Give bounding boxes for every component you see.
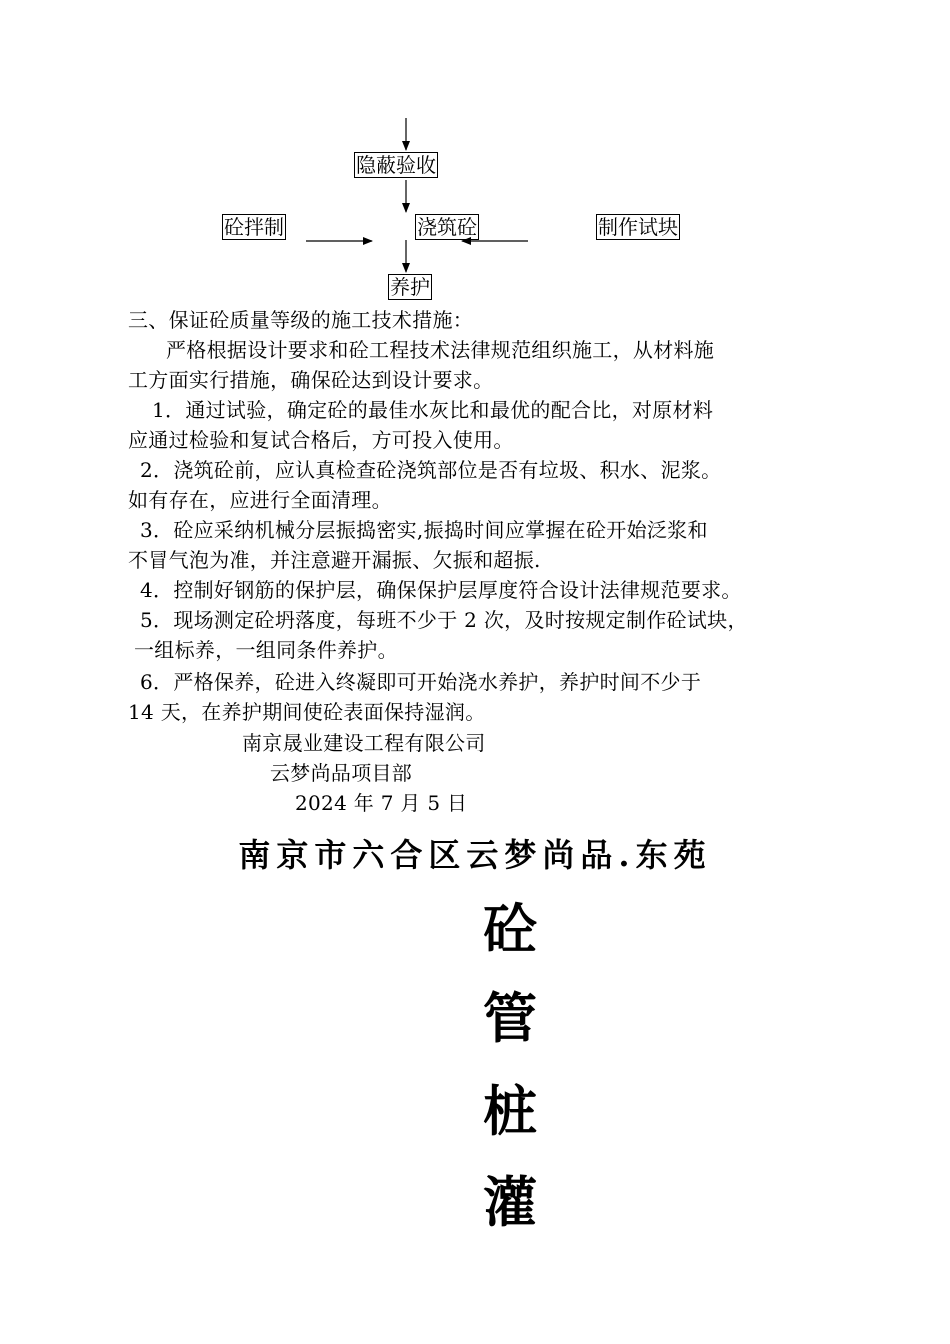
flow-box-concrete-mixing: 砼拌制 [224,215,284,239]
cover-title-char: 灌 [483,1170,537,1234]
flow-box-hidden-inspection: 隐蔽验收 [356,153,436,177]
paragraph-line: 严格根据设计要求和砼工程技术法律规范组织施工，从材料施 [166,338,715,362]
cover-title-char: 管 [483,986,537,1050]
flowchart-arrows [0,0,950,310]
list-item-6-cont: 14 天，在养护期间使砼表面保持湿润。 [128,700,486,724]
cover-title-char: 砼 [483,897,537,961]
list-item-1-cont: 应通过检验和复试合格后，方可投入使用。 [128,428,514,452]
list-item-5: 5．现场测定砼坍落度，每班不少于 2 次，及时按规定制作砼试块， [140,608,748,632]
list-item-4: 4．控制好钢筋的保护层，确保保护层厚度符合设计法律规范要求。 [140,578,742,602]
cover-project-name: 南京市六合区云梦尚品.东苑 [238,836,712,874]
flow-box-curing: 养护 [390,275,430,299]
section-heading: 三、保证砼质量等级的施工技术措施： [128,308,474,332]
signature-company: 南京晟业建设工程有限公司 [242,731,486,755]
list-item-3: 3．砼应采纳机械分层振捣密实,振捣时间应掌握在砼开始泛浆和 [140,518,708,542]
signature-project-dept: 云梦尚品项目部 [270,761,413,785]
flow-box-pouring: 浇筑砼 [417,215,477,239]
list-item-3-cont: 不冒气泡为准，并注意避开漏振、欠振和超振. [128,548,541,572]
signature-date: 2024 年 7 月 5 日 [295,791,468,815]
paragraph-line: 工方面实行措施，确保砼达到设计要求。 [128,368,494,392]
cover-title-char: 桩 [483,1079,537,1143]
list-item-5-cont: 一组标养，一组同条件养护。 [134,638,398,662]
list-item-2-cont: 如有存在，应进行全面清理。 [128,488,392,512]
list-item-6: 6．严格保养，砼进入终凝即可开始浇水养护，养护时间不少于 [140,670,702,694]
list-item-2: 2．浇筑砼前，应认真检查砼浇筑部位是否有垃圾、积水、泥浆。 [140,458,722,482]
flow-box-make-test-blocks: 制作试块 [598,215,678,239]
list-item-1: 1．通过试验，确定砼的最佳水灰比和最优的配合比，对原材料 [152,398,714,422]
